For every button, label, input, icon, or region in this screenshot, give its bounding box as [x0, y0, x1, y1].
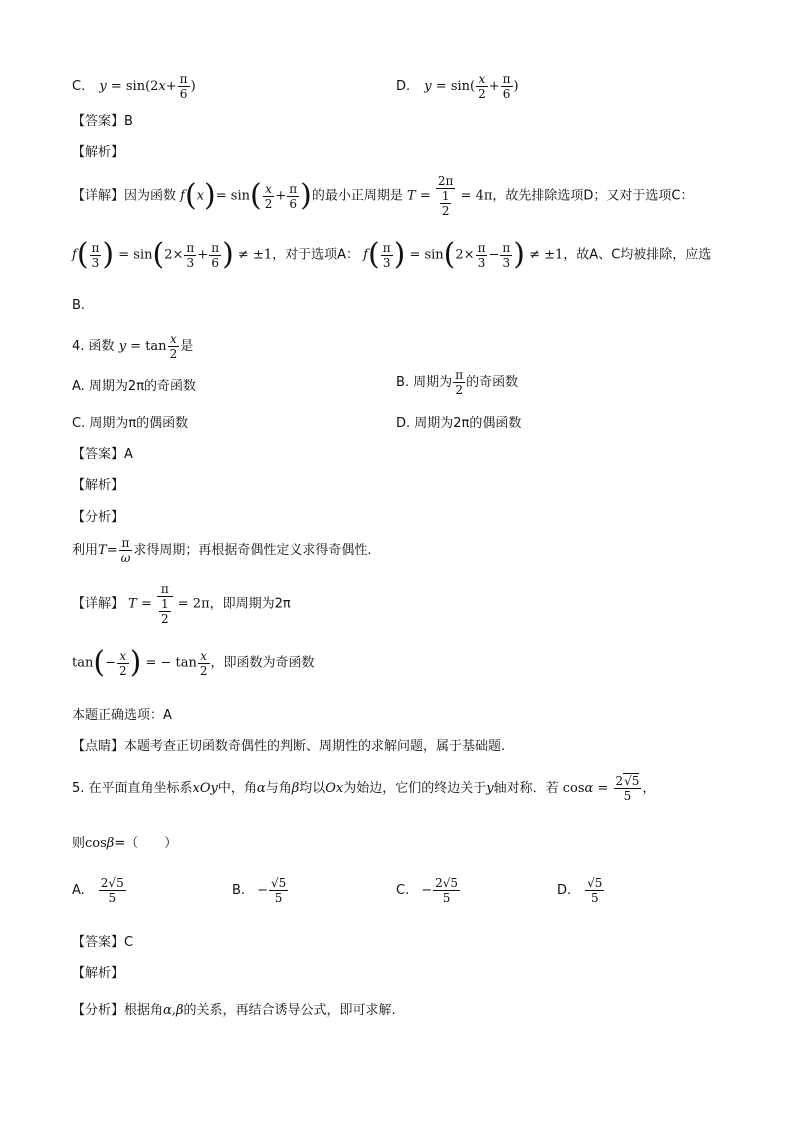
q4-detail-line-2: tan(− $\frac{x}{2}$ ) = − tan $\frac{x}{2}$ ，即函数为奇函数 [72, 645, 315, 680]
q4-dianjing: 【点睛】本题考查正切函数奇偶性的判断、周期性的求解问题，属于基础题. [72, 739, 506, 754]
q3-answer [72, 110, 133, 129]
q5-option-b: B. − $\frac{√5}{5}$ [232, 876, 287, 905]
q3-option-c: C. y = sin(2x+ $\frac{\pi}{6}$ ) [72, 72, 196, 101]
q3-detail-line-2: f( $\frac{\pi}{3}$ ) = sin(2× $\frac{\pi}{3}$ + $\frac{\pi}{6}$ ) ≠ ±1，对于选项A： f( $\frac{\pi}{3}$ ) = sin(2× $\frac{\pi}{3}$ − $\frac{\pi}{3}$ ) ≠ ±1，故A、C均被排除，应选 [72, 237, 712, 272]
q5-option-c: C. − $\frac{2√5}{5}$ [396, 876, 459, 905]
q3-option-d: D. y = sin( $\frac{x}{2}$ + $\frac{\pi}{6}$ ) [396, 72, 519, 101]
option-label: D. [396, 79, 411, 94]
option-label: C. [72, 79, 86, 94]
q5-answer: 【答案】C [72, 935, 134, 950]
answer-tag: 【答案】 [72, 114, 125, 129]
q4-answer: 【答案】A [72, 447, 133, 462]
q5-fenxi: 【分析】根据角α,β的关系，再结合诱导公式，即可求解. [72, 1003, 396, 1018]
q5-option-a: A. $\frac{2√5}{5}$ [72, 876, 124, 905]
q4-detail-line-1: 【详解】 T = $\frac{\pi}{\frac{1}{2}}$ = 2π，即周期为2π [72, 582, 291, 626]
q3-detail-line-3: B. [72, 298, 86, 313]
q3-detail-line-1: 【详解】因为函数 f(x)= sin( $\frac{x}{2}$ + $\frac{\pi}{6}$ )的最小正周期是 T = $\frac{2\pi}{\frac{1}{2}}$ = 4π，故先排除选项D；又对于选项C： [72, 174, 694, 218]
q4-option-a: A. 周期为2π的奇函数 [72, 379, 197, 394]
q4-fenxi-tag: 【分析】 [72, 510, 125, 525]
q4-stem: 4. 函数 y = tan $\frac{x}{2}$ 是 [72, 332, 194, 361]
answer-value: B [124, 114, 133, 129]
q4-correct: 本题正确选项：A [72, 708, 172, 723]
q5-option-d: D. $\frac{√5}{5}$ [557, 876, 603, 905]
q4-analysis-tag: 【解析】 [72, 478, 125, 493]
q3-analysis-tag: 【解析】 [72, 145, 125, 160]
q4-fenxi: 利用T= $\frac{\pi}{\omega}$ 求得周期；再根据奇偶性定义求得奇偶性. [72, 536, 372, 565]
q4-option-c: C. 周期为π的偶函数 [72, 416, 189, 431]
q4-option-b: B. 周期为 $\frac{\pi}{2}$ 的奇函数 [396, 368, 519, 397]
q5-stem-line-1: 5. 在平面直角坐标系xOy中，角α与角β均以Ox为始边，它们的终边关于y轴对称．若 cosα = $\frac{2√5}{5}$ ， [72, 774, 656, 803]
q5-stem-line-2: 则cosβ=（ ） [72, 836, 178, 851]
q4-option-d: D. 周期为2π的偶函数 [396, 416, 522, 431]
q5-analysis-tag: 【解析】 [72, 966, 125, 981]
